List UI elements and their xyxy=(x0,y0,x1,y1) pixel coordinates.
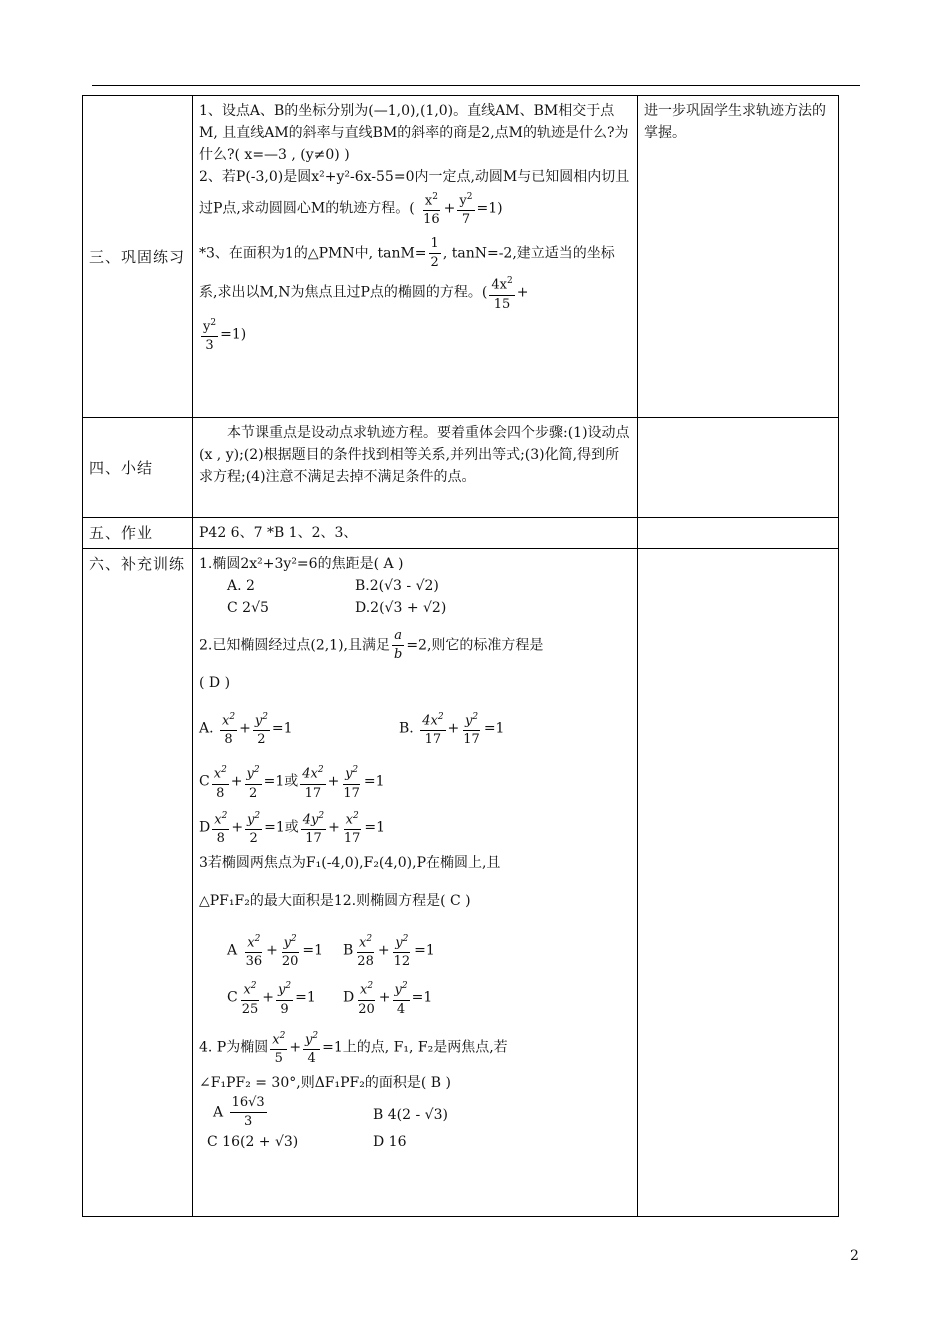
section-note: 进一步巩固学生求轨迹方法的掌握。 xyxy=(644,103,826,141)
question-3: 3若椭圆两焦点为F₁(-4,0),F₂(4,0),P在椭圆上,且 xyxy=(199,854,501,871)
lesson-table xyxy=(82,95,839,1217)
exercise-3: *3、在面积为1的△PMN中, tanM= $\frac{1}{2}$ , tanN=-2,建立适当的坐标系,求出以M,N为焦点且过P点的椭圆的方程。( $\frac{4x^2}{15}$ + $\frac{y^2}{3}$ =1) xyxy=(199,236,615,353)
homework-text: P42 6、7 *B 1、2、3、 xyxy=(199,525,358,541)
section-title: 五、作业 xyxy=(89,524,154,542)
table-row xyxy=(83,96,839,418)
question-4: 4. P为椭圆 $\frac{x^2}{5}$ + $\frac{y^2}{4}$ =1上的点, F₁, F₂是两焦点,若 xyxy=(199,1027,631,1068)
table-row: 六、补充训练 1.椭圆2x²+3y²=6的焦距是( A ) A. 2 B.2(√3 - √2) C 2√5 D.2(√3 + √2) 2.已知椭圆经过点(2,1),且满足 $\frac{a}{b}$ =2,则它的标准方程是 ( D ) A. $\frac{x^2}{8}$ + $\frac{y^2}{2}$ =1 B. $\frac{4x^2}{17}$ + $\frac{y^2}{17}$ =1 C $\frac{x^2}{8}$ + $\frac{y^2}{2}$ =1或 $\frac{4x^2}{17}$ + $\frac{y^2}{17}$ =1 D $\frac{x^2}{8}$ + $\frac{y^2}{2}$ =1或 $\frac{4y^2}{17}$ + $\frac{x^2}{17}$ =1 3若椭圆两焦点为F₁(-4,0),F₂(4,0),P在椭圆上,且 △PF₁F₂的最大面积是12.则椭圆方程是( C ) A $\frac{x^2}{36}$ + $\frac{y^2}{20}$ =1 B $\frac{x^2}{28}$ + $\frac{y^2}{12}$ =1 C $\frac{x^2}{25}$ + $\frac{y^2}{9}$ =1 D $\frac{x^2}{20}$ + $\frac{y^2}{4}$ =1 4. P为椭圆 $\frac{x^2}{5}$ + $\frac{y^2}{4}$ =1上的点, F₁, F₂是两焦点,若 ∠F₁PF₂ = 30°,则ΔF₁PF₂的面积是( B ) A $\frac{16√3}{3}$ B 4(2 - √3) C 16(2 + √3) D 16 xyxy=(83,549,839,1217)
summary-text: 本节课重点是设动点求轨迹方程。要着重体会四个步骤:(1)设动点(x , y);(2)根据题目的条件找到相等关系,并列出等式;(3)化简,得到所求方程;(4)注意不满足去掉不满足条件的点。 xyxy=(199,425,630,485)
table-row xyxy=(83,418,839,518)
section-title: 六、补充训练 xyxy=(89,555,186,573)
exercise-2: 2、若P(-3,0)是圆x²+y²-6x-55=0内一定点,动圆M与已知圆相内切且过P点,求动圆圆心M的轨迹方程。( $\frac{x^2}{16}$ + $\frac{y^2}{7}$ =1) xyxy=(199,169,630,228)
section-title: 四、小结 xyxy=(89,458,154,477)
header-rule xyxy=(92,85,860,86)
question-2: 2.已知椭圆经过点(2,1),且满足 $\frac{a}{b}$ =2,则它的标准方程是 xyxy=(199,628,544,662)
page-number: 2 xyxy=(850,1248,859,1264)
table-row xyxy=(83,518,839,549)
exercise-1: 1、设点A、B的坐标分别为(—1,0),(1,0)。直线AM、BM相交于点M, 且直线AM的斜率与直线BM的斜率的商是2,点M的轨迹是什么?为什么?( x=—3 , (y≠0) ) xyxy=(199,103,629,163)
section-title: 三、巩固练习 xyxy=(89,247,186,266)
question-1: 1.椭圆2x²+3y²=6的焦距是( A ) xyxy=(199,556,404,572)
